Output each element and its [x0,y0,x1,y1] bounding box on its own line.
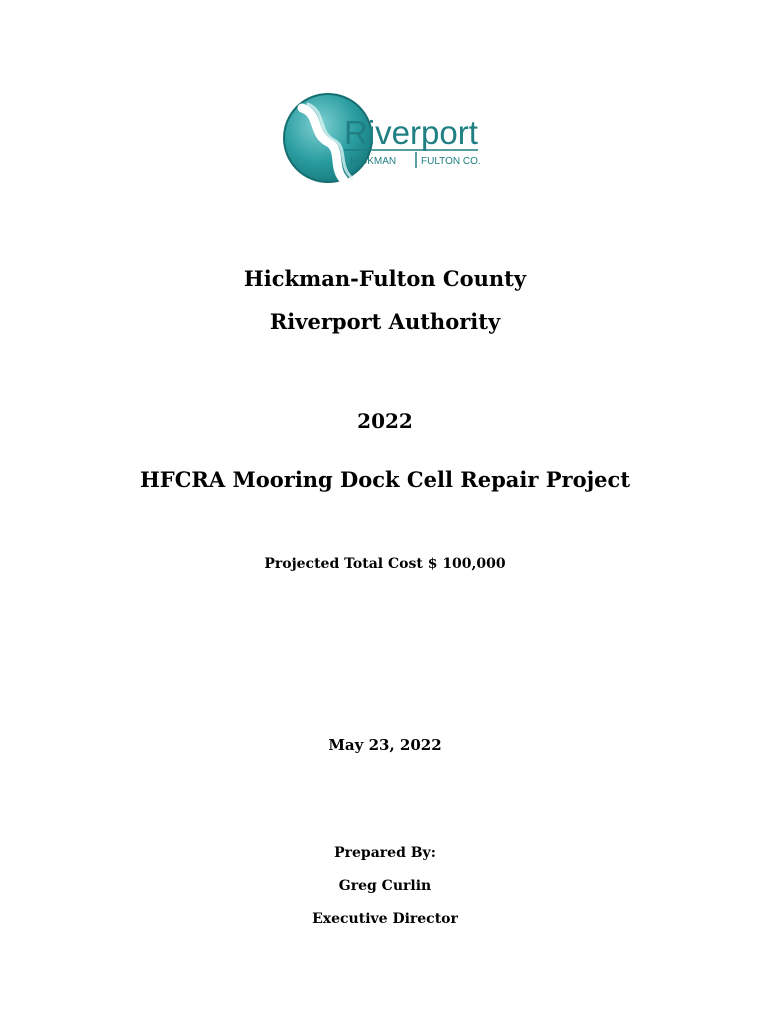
org-name-line-1: Hickman-Fulton County [243,266,527,291]
org-name-line-2: Riverport Authority [269,309,501,334]
project-title: HFCRA Mooring Dock Cell Repair Project [139,467,631,492]
riverport-logo-icon [282,92,482,184]
logo-subline-right: FULTON CO. [421,156,481,167]
report-date: May 23, 2022 [328,736,442,754]
preparer-name: Greg Curlin [338,878,432,894]
prepared-by-label: Prepared By: [334,845,436,861]
logo-wordmark: Riverport [344,114,478,151]
projected-cost: Projected Total Cost $ 100,000 [264,556,506,572]
logo-subline-left: HICKMAN [350,156,397,167]
riverport-logo [282,92,482,184]
report-year: 2022 [357,409,413,433]
preparer-title: Executive Director [312,911,458,927]
